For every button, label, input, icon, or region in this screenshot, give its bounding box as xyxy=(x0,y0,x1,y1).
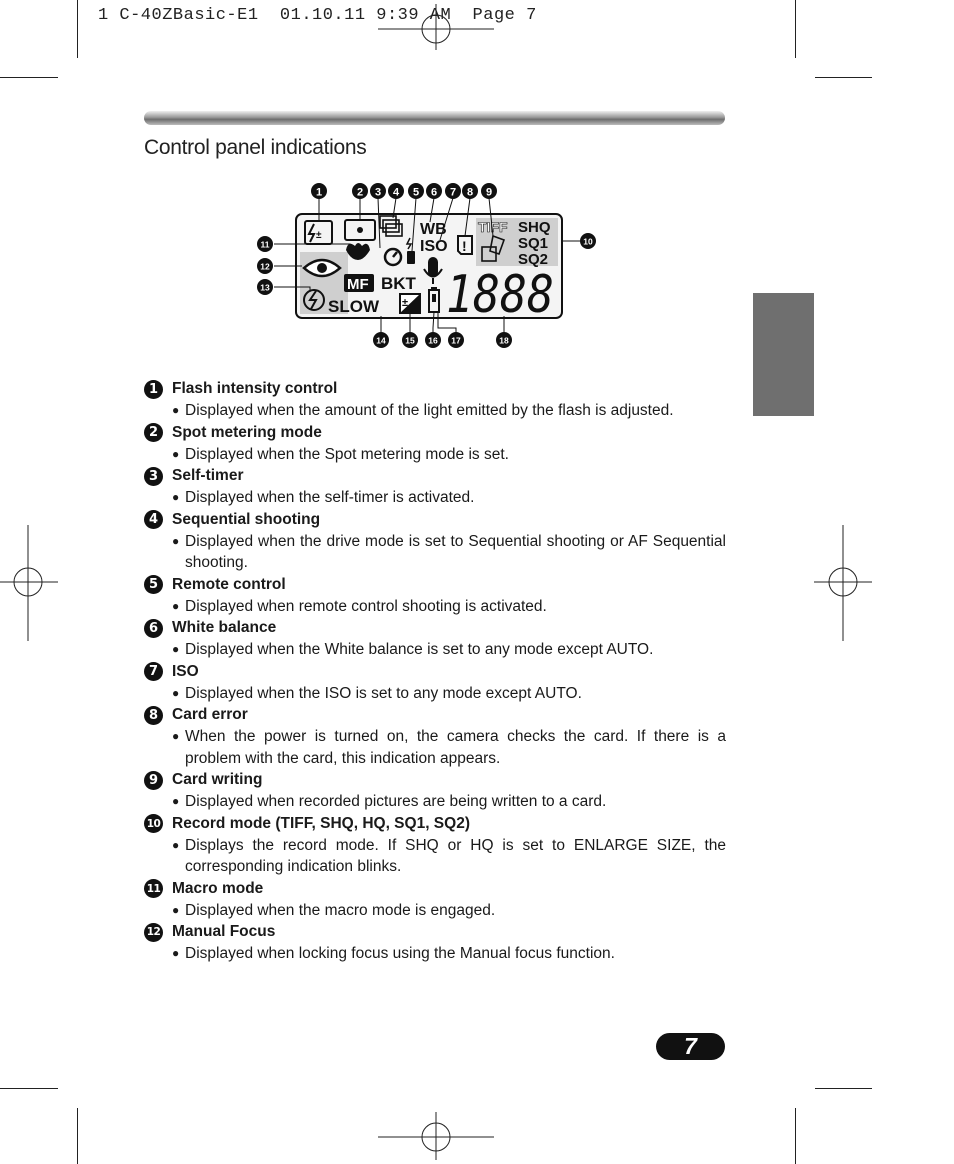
svg-text:15: 15 xyxy=(405,335,415,346)
list-item xyxy=(144,878,726,922)
bullet-icon: ● xyxy=(172,946,180,960)
item-number: 9 xyxy=(144,771,163,790)
list-item xyxy=(144,813,726,878)
item-description: Displays the record mode. If SHQ or HQ is set to ENLARGE SIZE, the corresponding indication blinks. xyxy=(185,836,726,875)
list-item xyxy=(144,574,726,618)
bullet-icon: ● xyxy=(172,642,180,656)
mf-label: MF xyxy=(347,276,369,293)
item-number: 12 xyxy=(144,923,163,942)
exposure-compensation-icon xyxy=(400,294,420,313)
svg-text:14: 14 xyxy=(376,335,386,346)
svg-text:9: 9 xyxy=(485,186,493,199)
item-description: Displayed when recorded pictures are being written to a card. xyxy=(185,793,607,810)
item-title: Card error xyxy=(172,706,248,723)
indication-list xyxy=(144,378,726,965)
list-item xyxy=(144,704,726,769)
callout-4 xyxy=(388,183,404,199)
item-number: 1 xyxy=(144,380,163,399)
svg-text:18: 18 xyxy=(499,335,509,346)
sq2-label: SQ2 xyxy=(518,251,549,268)
sq1-label: SQ1 xyxy=(518,235,549,252)
item-number: 3 xyxy=(144,467,163,486)
item-description: Displayed when the amount of the light emitted by the flash is adjusted. xyxy=(185,402,674,419)
svg-text:3: 3 xyxy=(374,186,382,199)
registration-mark-right xyxy=(814,525,874,643)
print-header: 1 C-40ZBasic-E1 01.10.11 9:39 AM Page 7 xyxy=(98,6,537,25)
list-item xyxy=(144,769,726,813)
svg-text:17: 17 xyxy=(451,335,461,346)
wb-label: WB xyxy=(420,221,447,238)
svg-text:4: 4 xyxy=(392,186,400,199)
item-description: Displayed when the Spot metering mode is set. xyxy=(185,445,509,463)
callout-13 xyxy=(257,279,273,295)
list-item xyxy=(144,921,726,965)
item-description: Displayed when the macro mode is engaged. xyxy=(185,901,496,919)
bullet-icon: ● xyxy=(172,533,180,548)
callout-3 xyxy=(370,183,386,199)
bullet-icon: ● xyxy=(172,446,180,461)
item-title: Record mode (TIFF, SHQ, HQ, SQ1, SQ2) xyxy=(172,814,470,832)
item-title: ISO xyxy=(172,662,199,680)
svg-text:13: 13 xyxy=(260,282,270,293)
item-description: Displayed when the White balance is set to any mode except AUTO. xyxy=(185,641,654,658)
callout-17 xyxy=(448,332,464,348)
callout-11 xyxy=(257,236,273,252)
item-number: 2 xyxy=(144,423,163,442)
svg-text:16: 16 xyxy=(428,335,438,346)
lcd-digits: 1888 xyxy=(446,265,554,325)
callout-2 xyxy=(352,183,368,199)
item-description: Displayed when locking focus using the Manual focus function. xyxy=(185,945,615,962)
item-number: 6 xyxy=(144,619,163,638)
callout-14 xyxy=(373,332,389,348)
item-title: Sequential shooting xyxy=(172,510,321,528)
item-number: 10 xyxy=(144,814,163,833)
bullet-icon: ● xyxy=(172,403,180,417)
svg-text:±: ± xyxy=(316,230,322,241)
item-title: Remote control xyxy=(172,575,286,593)
list-item xyxy=(144,378,726,422)
callout-16 xyxy=(425,332,441,348)
list-item xyxy=(144,509,726,574)
callout-10 xyxy=(580,233,596,249)
bullet-icon: ● xyxy=(172,902,180,917)
item-description: Displayed when the self-timer is activated. xyxy=(185,489,475,506)
item-description: Displayed when the drive mode is set to Sequential shooting or AF Sequential shooting. xyxy=(185,532,726,571)
callout-9 xyxy=(481,183,497,199)
tiff-label: TIFF xyxy=(478,219,508,235)
bullet-icon: ● xyxy=(172,598,180,613)
svg-text:2: 2 xyxy=(356,186,364,199)
callout-1 xyxy=(311,183,327,199)
svg-text:12: 12 xyxy=(260,261,270,272)
callout-7 xyxy=(445,183,461,199)
iso-label: ISO xyxy=(420,238,448,255)
item-number: 7 xyxy=(144,662,163,681)
page-number: 7 xyxy=(656,1033,725,1060)
callout-15 xyxy=(402,332,418,348)
item-number: 5 xyxy=(144,575,163,594)
svg-text:!: ! xyxy=(462,238,467,254)
svg-text:1: 1 xyxy=(315,186,323,199)
item-description: Displayed when the ISO is set to any mode except AUTO. xyxy=(185,684,582,702)
item-title: Card writing xyxy=(172,771,263,788)
bullet-icon: ● xyxy=(172,490,180,504)
item-title: White balance xyxy=(172,619,277,636)
callout-12 xyxy=(257,258,273,274)
item-number: 11 xyxy=(144,879,163,898)
callout-6 xyxy=(426,183,442,199)
svg-text:6: 6 xyxy=(430,186,438,199)
item-description: When the power is turned on, the camera checks the card. If there is a problem with the card, this indication appears. xyxy=(185,728,726,767)
section-title: Control panel indications xyxy=(144,136,367,159)
svg-text:5: 5 xyxy=(412,186,420,199)
item-number: 8 xyxy=(144,706,163,725)
svg-text:7: 7 xyxy=(449,186,457,199)
list-item xyxy=(144,465,726,509)
svg-text:10: 10 xyxy=(583,236,593,247)
control-panel-diagram xyxy=(250,178,610,350)
item-title: Self-timer xyxy=(172,467,244,484)
bullet-icon: ● xyxy=(172,729,180,743)
bullet-icon: ● xyxy=(172,794,180,808)
item-title: Spot metering mode xyxy=(172,423,322,441)
item-description: Displayed when remote control shooting is activated. xyxy=(185,597,547,615)
item-title: Manual Focus xyxy=(172,923,276,940)
callout-5 xyxy=(408,183,424,199)
svg-text:8: 8 xyxy=(466,186,474,199)
registration-mark-top xyxy=(378,0,496,50)
registration-mark-bottom xyxy=(378,1112,496,1162)
list-item xyxy=(144,617,726,661)
item-number: 4 xyxy=(144,510,163,529)
registration-mark-left xyxy=(0,525,60,643)
list-item xyxy=(144,661,726,705)
svg-text:±: ± xyxy=(402,297,409,309)
item-title: Macro mode xyxy=(172,879,264,897)
bullet-icon: ● xyxy=(172,685,180,700)
list-item xyxy=(144,422,726,466)
side-tab xyxy=(753,293,814,416)
section-header-bar xyxy=(144,111,725,125)
callout-18 xyxy=(496,332,512,348)
bkt-label: BKT xyxy=(381,274,416,293)
svg-text:11: 11 xyxy=(260,239,270,250)
shq-label: SHQ xyxy=(518,219,551,236)
callout-8 xyxy=(462,183,478,199)
bullet-icon: ● xyxy=(172,837,180,852)
item-title: Flash intensity control xyxy=(172,380,338,397)
slow-label: SLOW xyxy=(328,297,379,316)
